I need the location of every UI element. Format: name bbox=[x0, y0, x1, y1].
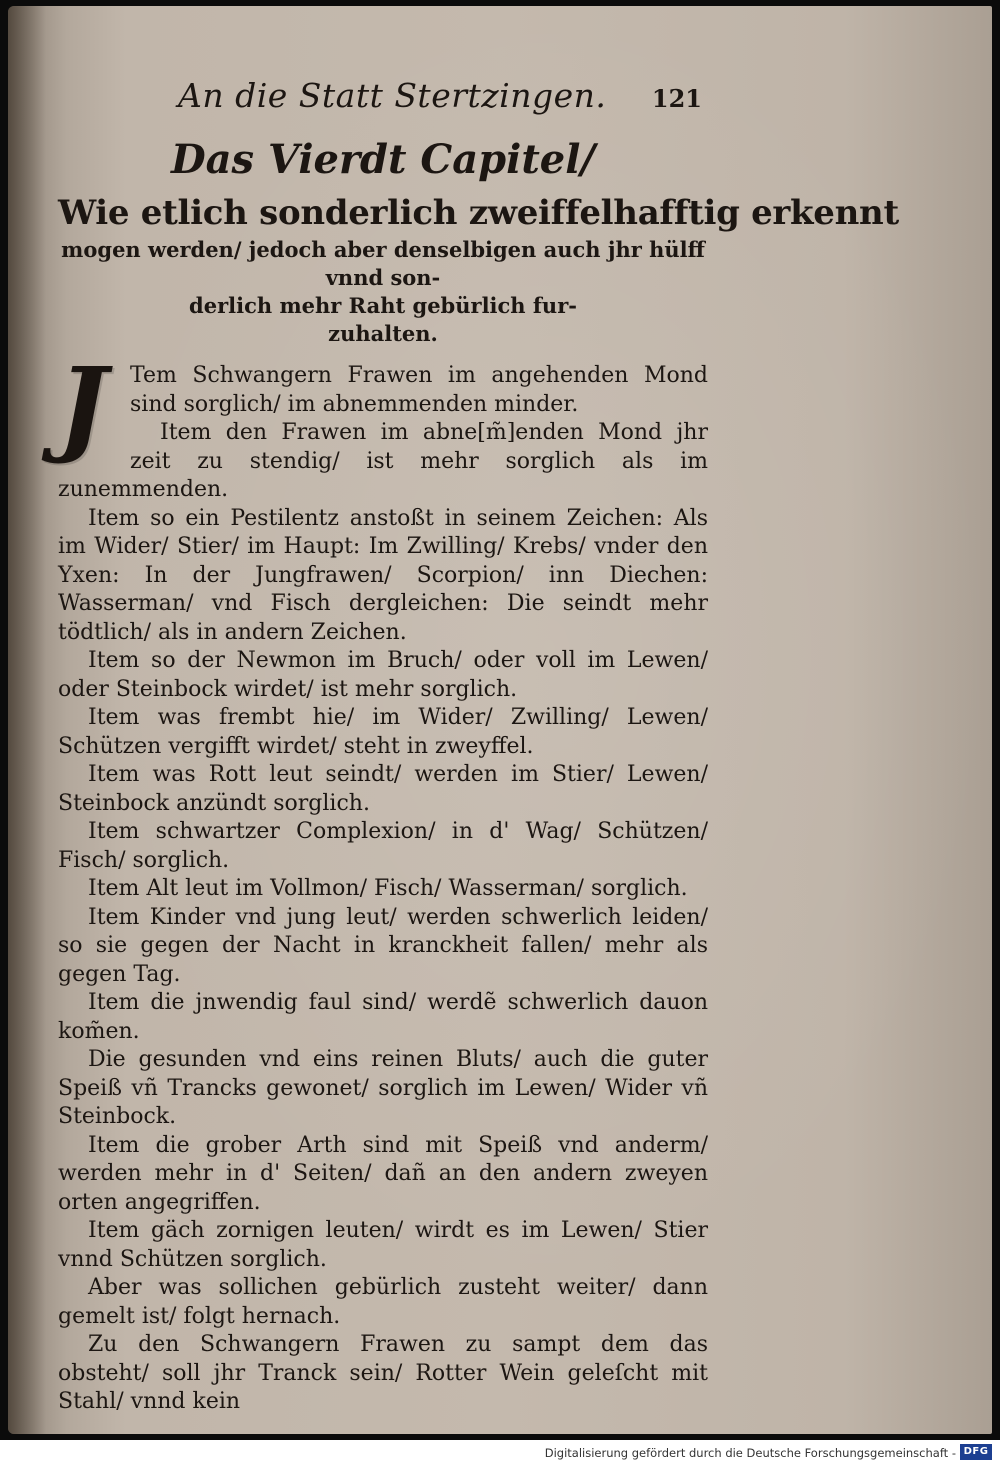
paragraph: Aber was sollichen gebürlich zusteht weiter/ dann gemelt ist/ folgt hernach. bbox=[58, 1275, 708, 1329]
paragraph: Item Kinder vnd jung leut/ werden schwerlich leiden/ so sie gegen der Nacht in kranckheit fallen/ mehr als gegen Tag. bbox=[58, 904, 708, 987]
spine-shadow bbox=[8, 6, 46, 1434]
paragraph: Item was Rott leut seindt/ werden im Stier/ Lewen/ Steinbock anzündt sorglich. bbox=[58, 762, 708, 816]
paragraph: Item was frembt hie/ im Wider/ Zwilling/ Lewen/ Schützen vergifft wirdet/ steht in zweyffel. bbox=[58, 705, 708, 759]
subtitle-first-line: Wie etlich sonderlich zweiffelhafftig erkennt bbox=[58, 193, 899, 233]
running-head bbox=[58, 76, 708, 132]
paragraph: Item die jnwendig faul sind/ werdẽ schwerlich dauon kom̃en. bbox=[58, 990, 708, 1044]
paragraph: Zu den Schwangern Frawen zu sampt dem das obsteht/ soll jhr Tranck sein/ Rotter Wein geleſcht mit Stahl/ vnnd kein bbox=[58, 1332, 708, 1414]
paragraph: Item schwartzer Complexion/ in d' Wag/ Schützen/ Fisch/ sorglich. bbox=[58, 819, 708, 873]
running-title: An die Statt Stertzingen. bbox=[178, 76, 607, 115]
book-page bbox=[8, 6, 992, 1434]
paragraph: Item Alt leut im Vollmon/ Fisch/ Wasserman/ sorglich. bbox=[88, 876, 688, 901]
page-number: 121 bbox=[651, 84, 702, 113]
paragraph: Item gäch zornigen leuten/ wirdt es im Lewen/ Stier vnnd Schützen sorglich. bbox=[58, 1218, 708, 1272]
paragraph-text: Tem Schwangern Frawen im angehenden Mond sind sorglich/ im abnemmenden minder. bbox=[130, 363, 708, 417]
dfg-logo[interactable]: DFG bbox=[960, 1444, 992, 1460]
paragraph: Item so ein Pestilentz anstoßt in seinem Zeichen: Als im Wider/ Stier/ im Haupt: Im Zwilling/ Krebs/ vnder den Yxen: In der Jungfrawen/ Scorpion/ inn Diechen: Wasserman/ vnd Fisch dergleichen: Die seindt mehr tödtlich/ als in andern Zeichen. bbox=[58, 505, 708, 645]
paragraph: Item so der Newmon im Bruch/ oder voll im Lewen/ oder Steinbock wirdet/ ist mehr sorglich. bbox=[58, 648, 708, 702]
footer-bar bbox=[0, 1440, 1000, 1465]
paragraph: Item die grober Arth sind mit Speiß vnd anderm/ werden mehr in d' Seiten/ dañ an den andern zweyen orten angegriffen. bbox=[58, 1132, 708, 1215]
chapter-title: Das Vierdt Capitel/ bbox=[170, 136, 596, 183]
body-text bbox=[58, 344, 708, 1417]
text-block bbox=[58, 76, 899, 1417]
subtitle-continuation: mogen werden/ jedoch aber denselbigen auch jhr hülff vnnd son- derlich mehr Raht gebürlich fur- zuhalten. bbox=[61, 237, 705, 346]
drop-cap-initial: J bbox=[58, 344, 108, 467]
paragraph: Die gesunden vnd eins reinen Bluts/ auch die guter Speiß vñ Trancks gewonet/ sorglich im Lewen/ Wider vñ Steinbock. bbox=[58, 1047, 708, 1129]
funding-credit: Digitalisierung gefördert durch die Deutsche Forschungsgemeinschaft - bbox=[544, 1446, 956, 1460]
paragraph: Item den Frawen im abne[m̃]enden Mond jhr zeit zu stendig/ ist mehr sorglich als im zunemmenden. bbox=[58, 420, 708, 502]
chapter-subtitle bbox=[58, 190, 899, 348]
